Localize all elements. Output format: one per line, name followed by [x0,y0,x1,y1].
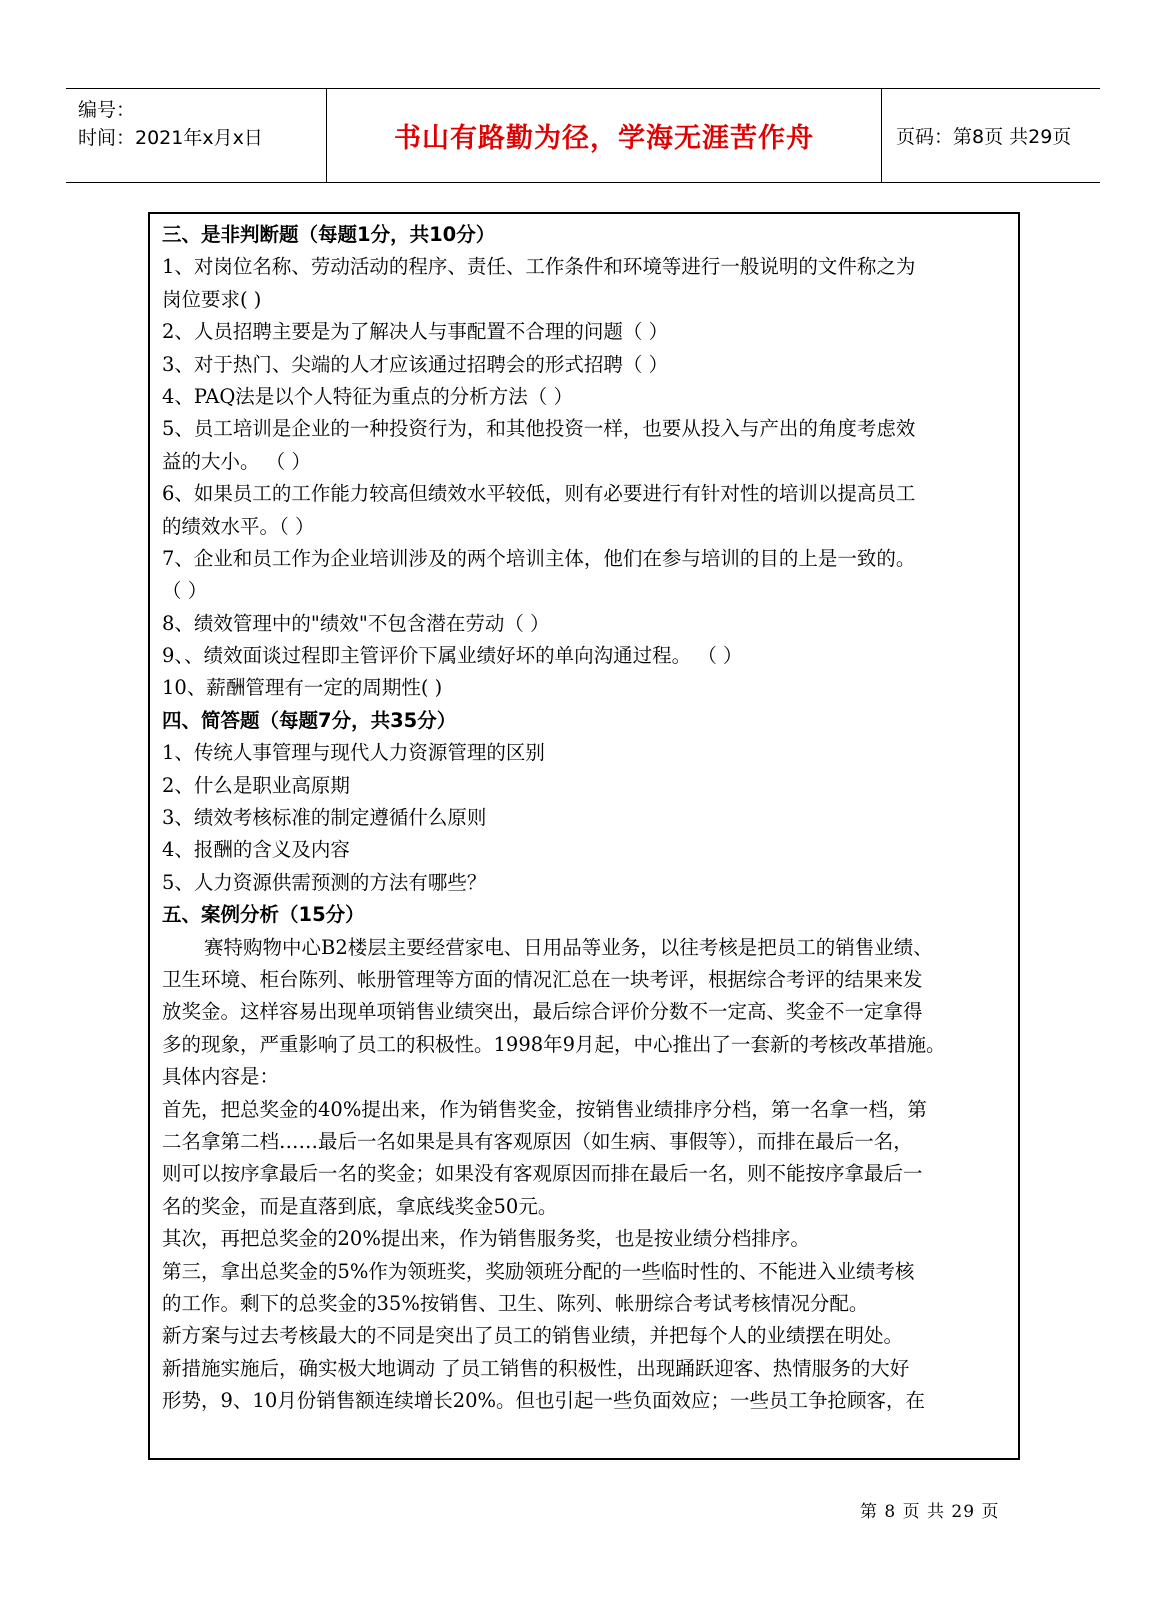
header-right-cell [882,89,1100,182]
content-line: 多的现象，严重影响了员工的积极性。1998年9月起，中心推出了一套新的考核改革措施。 [162,1032,946,1056]
content-line: 4、PAQ法是以个人特征为重点的分析方法（ ） [162,384,574,408]
content-line: 1、传统人事管理与现代人力资源管理的区别 [162,741,545,765]
content-line: 其次，再把总奖金的20%提出来，作为销售服务奖，也是按业绩分档排序。 [162,1227,810,1251]
content-line: 5、员工培训是企业的一种投资行为，和其他投资一样，也要从投入与产出的角度考虑效 [162,417,916,441]
content-line: 的工作。剩下的总奖金的35%按销售、卫生、陈列、帐册综合考试考核情况分配。 [162,1291,869,1315]
section-heading: 四、简答题（每题7分，共35分） [162,708,457,732]
header-motto: 书山有路勤为径，学海无涯苦作舟 [394,123,814,154]
header-page-code: 页码：第8页 共29页 [896,126,1072,148]
content-line: 则可以按序拿最后一名的奖金；如果没有客观原因而排在最后一名，则不能按序拿最后一 [162,1162,923,1186]
section-heading: 五、案例分析（15分） [162,903,365,927]
content-line: 4、报酬的含义及内容 [162,838,350,862]
content-line: 卫生环境、柜台陈列、帐册管理等方面的情况汇总在一块考评，根据综合考评的结果来发 [162,967,923,991]
content-line: 赛特购物中心B2楼层主要经营家电、日用品等业务，以往考核是把员工的销售业绩、 [204,935,933,959]
header-left-cell [66,89,326,182]
content-line: 形势，9、10月份销售额连续增长20%。但也引起一些负面效应；一些员工争抢顾客，在 [162,1389,926,1413]
content-line: 2、人员招聘主要是为了解决人与事配置不合理的问题（ ） [162,320,669,344]
page-footer-number: 第 8 页 共 29 页 [860,1502,1000,1522]
page-header [66,88,1100,183]
content-line: 首先，把总奖金的40%提出来，作为销售奖金，按销售业绩排序分档，第一名拿一档，第 [162,1097,927,1121]
content-line: （ ） [162,579,208,603]
header-middle-cell [326,89,882,182]
content-line: 具体内容是： [162,1065,280,1089]
content-line: 益的大小。 （ ） [162,449,311,473]
content-line: 名的奖金，而是直落到底，拿底线奖金50元。 [162,1194,558,1218]
section-heading: 三、是非判断题（每题1分，共10分） [162,223,496,246]
content-line: 放奖金。这样容易出现单项销售业绩突出，最后综合评价分数不一定高、奖金不一定拿得 [162,1000,923,1024]
content-line: 8、绩效管理中的"绩效"不包含潜在劳动（ ） [162,611,550,635]
content-line: 新措施实施后，确实极大地调动 了员工销售的积极性，出现踊跃迎客、热情服务的大好 [162,1356,910,1380]
content-line: 新方案与过去考核最大的不同是突出了员工的销售业绩，并把每个人的业绩摆在明处。 [162,1324,904,1348]
content-line: 9、、绩效面谈过程即主管评价下属业绩好坏的单向沟通过程。 （ ） [162,644,743,668]
content-line: 6、如果员工的工作能力较高但绩效水平较低，则有必要进行有针对性的培训以提高员工 [162,482,916,506]
content-line: 二名拿第二档……最后一名如果是具有客观原因（如生病、事假等），而排在最后一名， [162,1129,913,1153]
content-line: 的绩效水平。（ ） [162,514,315,538]
document-time-label: 时间：2021年x月x日 [78,127,263,149]
content-line: 3、对于热门、尖端的人才应该通过招聘会的形式招聘（ ） [162,352,669,376]
exam-content-box [148,212,1020,1460]
content-line: 第三，拿出总奖金的5%作为领班奖，奖励领班分配的一些临时性的、不能进入业绩考核 [162,1259,915,1283]
content-line: 1、对岗位名称、劳动活动的程序、责任、工作条件和环境等进行一般说明的文件称之为 [162,255,916,279]
content-line: 10、薪酬管理有一定的周期性( ) [162,676,443,700]
content-line: 岗位要求( ) [162,287,262,311]
content-line: 3、绩效考核标准的制定遵循什么原则 [162,806,487,830]
content-line: 2、什么是职业高原期 [162,773,350,797]
content-line: 5、人力资源供需预测的方法有哪些？ [162,870,487,894]
document-number-label: 编号： [78,99,136,121]
content-line: 7、企业和员工作为企业培训涉及的两个培训主体，他们在参与培训的目的上是一致的。 [162,546,916,570]
